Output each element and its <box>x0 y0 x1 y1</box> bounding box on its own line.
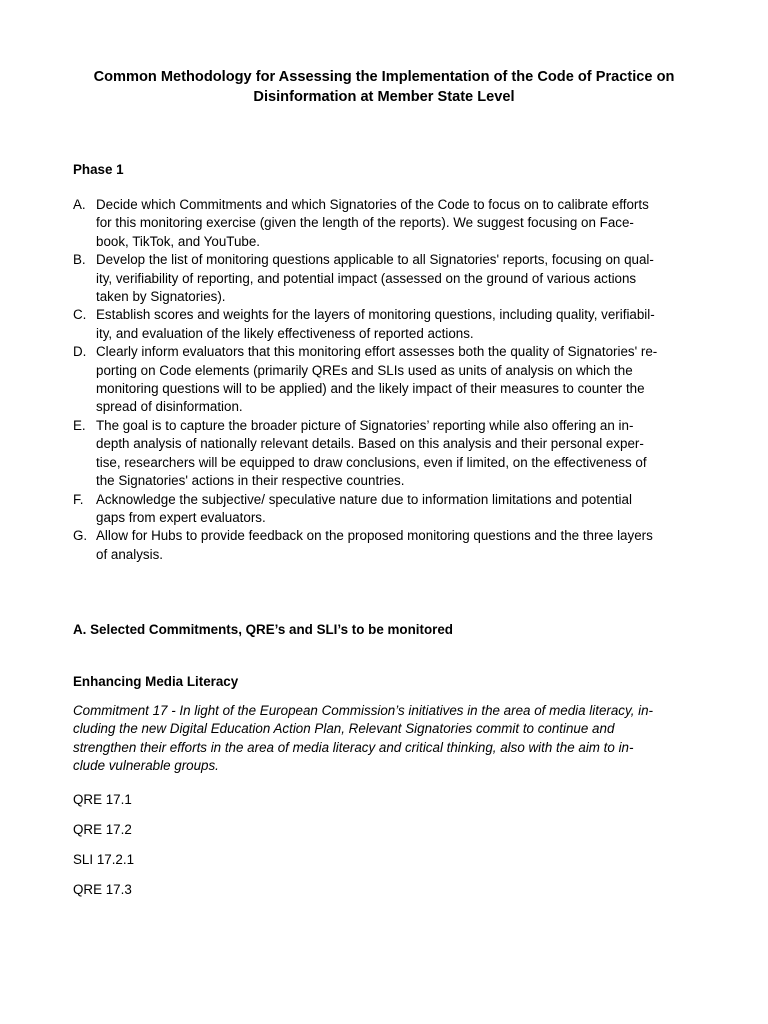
reference-item: QRE 17.2 <box>73 822 132 837</box>
text-line: the Signatories' actions in their respective countries. <box>96 473 405 489</box>
list-letter: D. <box>73 344 87 360</box>
list-item-g <box>73 527 695 564</box>
text-line: porting on Code elements (primarily QREs and SLIs used as units of analysis on which the <box>96 362 633 378</box>
text-line: Allow for Hubs to provide feedback on the proposed monitoring questions and the three layers <box>96 528 653 544</box>
text-line: Decide which Commitments and which Signatories of the Code to focus on to calibrate efforts <box>96 197 649 212</box>
reference-item: QRE 17.3 <box>73 882 132 897</box>
title-line: Common Methodology for Assessing the Implementation of the Code of Practice on <box>93 69 675 85</box>
text-line: monitoring questions will to be applied) and the likely impact of their measures to counter the <box>96 381 645 397</box>
text-line: strengthen their efforts in the area of media literacy and critical thinking, also with the aim to in- <box>73 739 634 755</box>
section-heading: A. Selected Commitments, QRE’s and SLI’s to be monitored <box>73 622 453 637</box>
text-line: spread of disinformation. <box>96 399 243 415</box>
list-item-e <box>73 417 695 491</box>
text-line: clude vulnerable groups. <box>73 758 219 774</box>
text-line: Acknowledge the subjective/ speculative nature due to information limitations and potential <box>96 491 632 507</box>
list-letter: G. <box>73 528 88 544</box>
text-line: The goal is to capture the broader picture of Signatories’ reporting while also offering an in- <box>96 417 634 433</box>
list-letter: F. <box>73 491 84 507</box>
text-line: Clearly inform evaluators that this monitoring effort assesses both the quality of Signatories' re- <box>96 344 658 360</box>
list-item-c <box>73 306 695 343</box>
text-line: Establish scores and weights for the layers of monitoring questions, including quality, verifiabil- <box>96 307 655 323</box>
list-letter: C. <box>73 307 87 323</box>
list-item-text <box>96 343 695 417</box>
text-line: Develop the list of monitoring questions applicable to all Signatories' reports, focusing on qual- <box>96 252 654 268</box>
list-letter: B. <box>73 252 86 268</box>
text-line: ity, and evaluation of the likely effectiveness of reported actions. <box>96 325 474 341</box>
text-line: Commitment 17 - In light of the European Commission’s initiatives in the area of media literacy, in- <box>73 703 654 718</box>
list-item-a <box>73 196 695 251</box>
list-item-text <box>96 306 695 343</box>
text-line: of analysis. <box>96 546 163 562</box>
phase-heading: Phase 1 <box>73 162 124 177</box>
list-item-text <box>96 527 695 564</box>
list-letter: A. <box>73 197 86 212</box>
list-item-b <box>73 251 695 306</box>
list-item-f <box>73 491 695 528</box>
phase-list <box>73 196 695 564</box>
text-line: for this monitoring exercise (given the length of the reports). We suggest focusing on Face- <box>96 215 634 231</box>
document-title <box>60 67 708 107</box>
text-line: taken by Signatories). <box>96 289 226 305</box>
text-line: cluding the new Digital Education Action Plan, Relevant Signatories commit to continue and <box>73 721 615 737</box>
commitment-text <box>73 702 695 776</box>
title-line: Disinformation at Member State Level <box>253 89 515 105</box>
reference-item: SLI 17.2.1 <box>73 852 135 867</box>
list-letter: E. <box>73 417 86 433</box>
subsection-heading: Enhancing Media Literacy <box>73 674 239 689</box>
reference-item: QRE 17.1 <box>73 792 132 807</box>
text-line: tise, researchers will be equipped to draw conclusions, even if limited, on the effectiveness of <box>96 454 647 470</box>
list-item-d <box>73 343 695 417</box>
text-line: book, TikTok, and YouTube. <box>96 233 261 249</box>
text-line: ity, verifiability of reporting, and potential impact (assessed on the ground of various actions <box>96 270 637 286</box>
text-line: gaps from expert evaluators. <box>96 509 266 525</box>
text-line: depth analysis of nationally relevant details. Based on this analysis and their personal exper- <box>96 436 644 452</box>
list-item-text <box>96 491 695 528</box>
list-item-text <box>96 251 695 306</box>
list-item-text <box>96 196 695 251</box>
list-item-text <box>96 417 695 491</box>
